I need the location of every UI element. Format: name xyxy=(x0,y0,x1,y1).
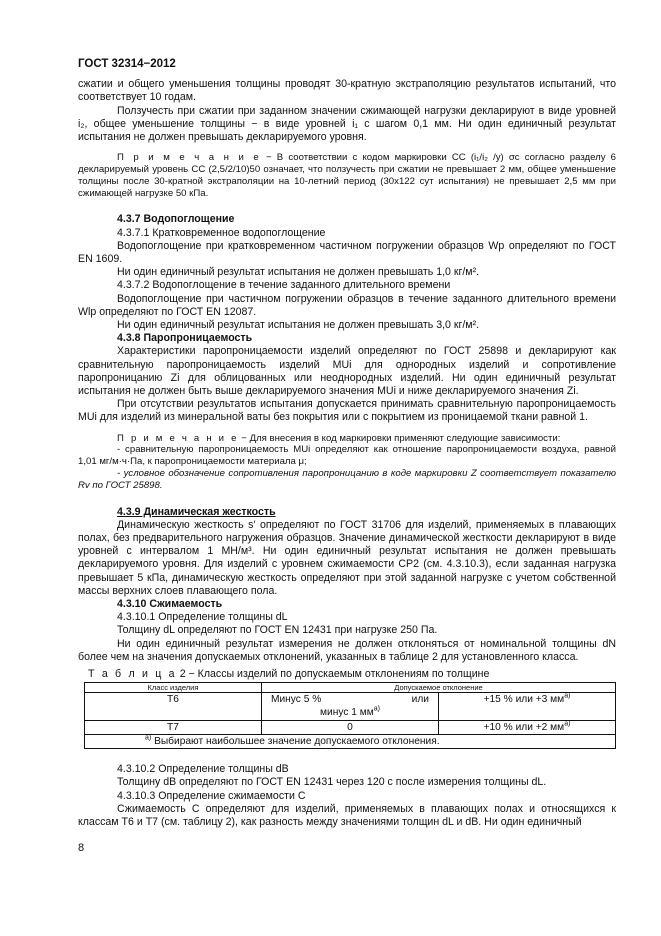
section-4-3-7-1-limit: Ни один единичный результат испытания не должен превышать 1,0 кг/м². xyxy=(117,266,480,279)
table-caption-text: 2 − Классы изделий по допускаемым отклонениям по толщине xyxy=(176,668,490,681)
section-4-3-10-2-title: 4.3.10.2 Определение толщины dB xyxy=(117,763,289,776)
table-footnote-row xyxy=(85,734,616,748)
page-number: 8 xyxy=(78,842,85,854)
section-4-3-10-2-text: Толщину dB определяют по ГОСТ EN 12431 через 120 с после измерения толщины dL. xyxy=(117,776,547,789)
plus-value: +10 % или +2 мм xyxy=(483,721,565,733)
note-creep xyxy=(78,152,616,199)
table-cell-class: Т7 xyxy=(85,720,262,734)
section-4-3-9-title: 4.3.9 Динамическая жесткость xyxy=(117,505,276,518)
note-text: − Для внесения в код маркировки применяют следующие зависимости: xyxy=(238,432,561,444)
table-header-class: Класс изделия xyxy=(85,683,262,693)
table-cell-class: Т6 xyxy=(85,693,262,720)
table-header-row xyxy=(85,683,616,693)
footnote-mark: а) xyxy=(145,734,152,742)
footnote-ref: а) xyxy=(564,692,571,700)
footnote-text: Выбирают наибольшее значение допускаемого отклонения. xyxy=(151,735,440,747)
note-vapour xyxy=(78,433,616,445)
note-vapour-item-1: - сравнительную паропроницаемость MUi определяют как отношение паропроницаемости воздуха, равной 1,01 мг/м·ч·Па, к паропроницаемости материала μ; xyxy=(78,444,616,468)
note-label: П р и м е ч а н и е xyxy=(117,432,239,444)
section-4-3-10-3-title: 4.3.10.3 Определение сжимаемости C xyxy=(117,789,306,802)
table-footnote xyxy=(85,734,616,748)
section-4-3-8-title: 4.3.8 Паропроницаемость xyxy=(117,332,253,345)
note-label: П р и м е ч а н и е xyxy=(117,152,261,164)
plus-value: +15 % или +3 мм xyxy=(483,694,565,706)
section-4-3-7-title: 4.3.7 Водопоглощение xyxy=(117,213,235,226)
minus-or: или xyxy=(411,694,429,706)
section-4-3-7-2-limit: Ни один единичный результат испытания не должен превышать 3,0 кг/м². xyxy=(117,319,480,332)
minus-mm: минус 1 мм xyxy=(320,707,374,719)
section-4-3-7-1-title: 4.3.7.1 Кратковременное водопоглощение xyxy=(117,226,326,239)
section-4-3-10-1-text-2: Ни один единичный результат измерения не должен отклоняться от номинальной толщины dN более чем на значения допускаемых отклонений, указанных в таблице 2 для установленного класса. xyxy=(78,637,616,663)
section-4-3-7-2-title: 4.3.7.2 Водопоглощение в течение заданного длительного времени xyxy=(117,279,451,292)
section-4-3-7-2-text: Водопоглощение при частичном погружении образцов в течение заданного длительного времени Wlp определяют по ГОСТ EN 12087. xyxy=(78,292,616,318)
paragraph-creep: Ползучесть при сжатии при заданном значении сжимающей нагрузки декларируют в виде уровней i₂, общее уменьшение толщины − в виде уровней i₁ с шагом 0,1 мм. Ни один единичный результат испытания не должен превышать декларируемого уровня. xyxy=(78,104,616,144)
table-cell-plus xyxy=(439,720,616,734)
table-cell-minus xyxy=(262,693,439,720)
note-text: − В соответствии с кодом маркировки CC (i₁/i₂ /y) σc согласно разделу 6 декларируемый уровень CC (2,5/2/10)50 означает, что ползучесть при сжатии не превышает 2 мм, общее уменьшение толщины после 30-кратной экстраполяции на 10-летний период (30x122 сут испытания) не превышает 2,5 мм при сжимающей нагрузке 50 кПа. xyxy=(78,152,617,199)
section-4-3-8-text-2: При отсутствии результатов испытания допускается принимать сравнительную паропроницаемость MUi для изделий из минеральной ваты без покрытия или с покрытием из проницаемой ткани равной 1. xyxy=(78,398,616,424)
section-4-3-10-title: 4.3.10 Сжимаемость xyxy=(117,598,223,611)
page-content xyxy=(78,58,616,829)
tolerance-table xyxy=(84,682,616,749)
section-4-3-9-text: Динамическую жесткость s′ определяют по ГОСТ 31706 для изделий, применяемых в плавающих полах, без предварительного нагружения образцов. Значение динамической жесткости декларируют в виде уровней с интервалом 1 МН/м³. Ни один единичный результат испытания не должен превышать декларируемого уровня. Для изделий с уровнем сжимаемости CP2 (см. 4.3.10.3), если заданная нагрузка превышает 5 кПа, динамическую жесткость определяют при этой заданной нагрузке с учетом собственной массы верхних слоев плавающего пола. xyxy=(78,518,616,597)
footnote-ref: а) xyxy=(564,720,571,728)
table-row xyxy=(85,693,616,720)
table-cell-plus xyxy=(439,693,616,720)
table-caption xyxy=(88,668,616,681)
paragraph-extrapolation: сжатии и общего уменьшения толщины проводят 30-кратную экстраполяцию результатов испытаний, что соответствует 10 годам. xyxy=(78,78,616,104)
section-4-3-7-1-text: Водопоглощение при кратковременном частичном погружении образцов Wp определяют по ГОСТ EN 1609. xyxy=(78,239,616,266)
note-vapour-item-2: - условное обозначение сопротивления паропроницанию в коде маркировки Z соответствует показателю Rv по ГОСТ 25898. xyxy=(78,468,616,491)
table-header-tolerance: Допускаемое отклонение xyxy=(262,683,616,693)
section-4-3-10-1-text: Толщину dL определяют по ГОСТ EN 12431 при нагрузке 250 Па. xyxy=(117,624,438,637)
minus-value: Минус 5 % xyxy=(271,694,322,706)
section-4-3-10-3-text: Сжимаемость C определяют для изделий, применяемых в плавающих полах и относящихся к классам Т6 и Т7 (см. таблицу 2), как разность между значениями толщин dL и dB. Ни один единичный xyxy=(78,802,616,828)
section-4-3-10-1-title: 4.3.10.1 Определение толщины dL xyxy=(117,611,288,624)
section-4-3-8-text: Характеристики паропроницаемости изделий определяют по ГОСТ 25898 и декларируют как сравнительную паропроницаемость изделий MUi для однородных изделий и сопротивление паропроницанию Zi для облицованных или неоднородных изделий. Ни один единичный результат испытания не должен быть выше декларируемого значения MUi и ниже декларируемого значения Zi. xyxy=(78,345,616,398)
footnote-ref: а) xyxy=(373,706,380,714)
table-caption-label: Т а б л и ц а xyxy=(88,668,177,681)
table-row xyxy=(85,720,616,734)
document-header: ГОСТ 32314−2012 xyxy=(78,58,176,70)
table-cell-minus: 0 xyxy=(262,720,439,734)
